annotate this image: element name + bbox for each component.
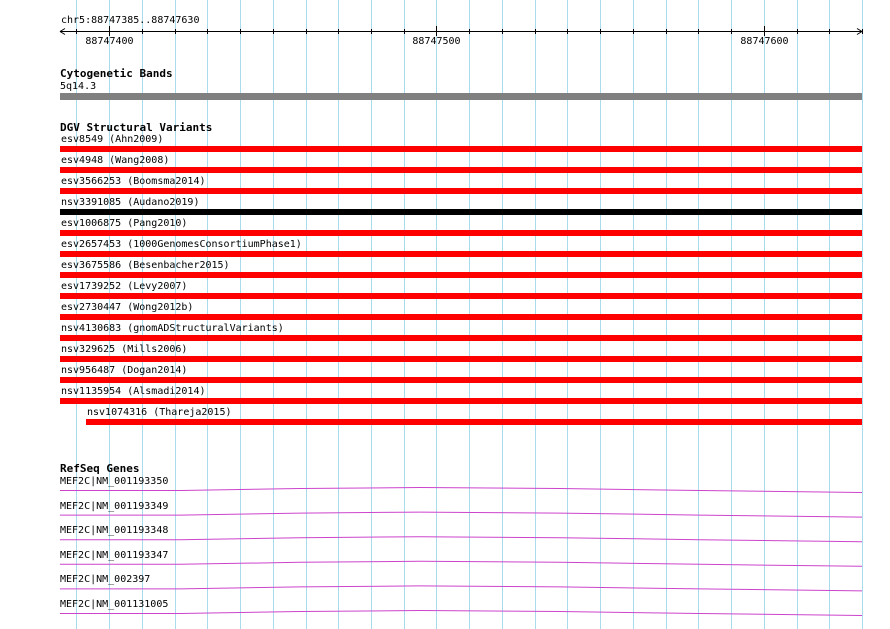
refseq-gene-label: MEF2C|NM_001131005 [60,599,169,610]
dgv-feature-label: nsv1074316 (Thareja2015) [87,407,232,418]
refseq-gene-line [60,586,862,591]
refseq-track-title: RefSeq Genes [60,462,140,475]
refseq-gene-label: MEF2C|NM_002397 [60,574,151,586]
cytoband-track-title: Cytogenetic Bands [60,67,173,80]
dgv-feature-label: esv8549 (Ahn2009) [61,134,164,145]
refseq-gene-line [60,611,862,616]
refseq-gene-label: MEF2C|NM_001193347 [60,549,169,561]
ruler-tick-label: 88747600 [740,36,789,47]
ruler-range-label: chr5:88747385..88747630 [61,15,200,26]
dgv-feature-label: esv4948 (Wang2008) [61,155,170,166]
dgv-feature-label: esv3566253 (Boomsma2014) [61,176,206,187]
dgv-feature-label: nsv329625 (Mills2006) [61,344,188,355]
refseq-gene-line [60,488,862,493]
dgv-track-title: DGV Structural Variants [60,121,213,134]
refseq-gene-label: MEF2C|NM_001193350 [60,476,169,487]
dgv-feature-label: esv2730447 (Wong2012b) [61,302,194,313]
dgv-feature-label: nsv3391085 (Audano2019) [61,197,200,208]
dgv-feature-label: esv3675586 (Besenbacher2015) [61,260,230,271]
refseq-gene-label: MEF2C|NM_001193349 [60,500,169,512]
dgv-feature-label: esv2657453 (1000GenomesConsortiumPhase1) [61,239,302,250]
dgv-feature-label: nsv4130683 (gnomADStructuralVariants) [61,323,284,334]
ruler-tick-label: 88747400 [85,36,134,47]
dgv-feature-label: esv1739252 (Levy2007) [61,281,188,292]
ruler-tick-label: 88747500 [412,36,461,47]
refseq-gene-line [60,512,862,517]
cytoband-label: 5q14.3 [60,81,97,92]
refseq-gene-label: MEF2C|NM_001193348 [60,525,169,537]
dgv-feature-label: nsv956487 (Dogan2014) [61,365,188,376]
dgv-feature-label: nsv1135954 (Alsmadi2014) [61,386,206,397]
refseq-gene-line [60,537,862,542]
dgv-feature-label: esv1006875 (Pang2010) [61,218,188,229]
refseq-gene-line [60,561,862,566]
